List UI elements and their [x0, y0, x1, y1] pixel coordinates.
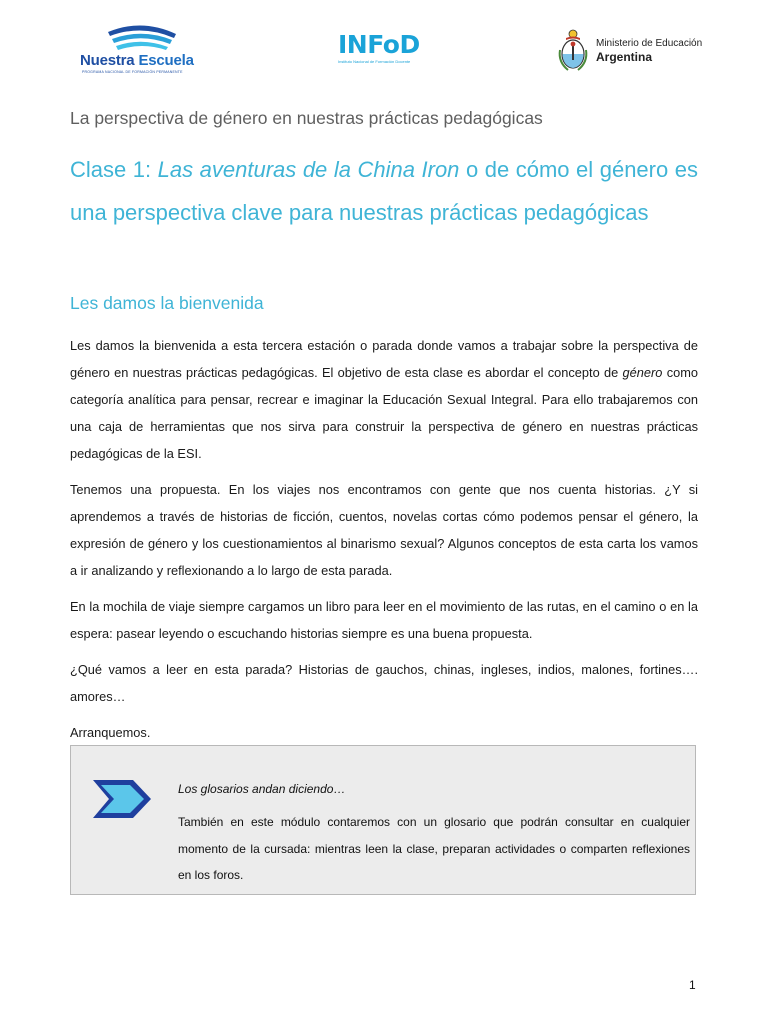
glossary-box — [70, 745, 696, 895]
nuestra-escuela-logo — [80, 22, 210, 78]
ministerio-line1: Ministerio de Educación — [596, 38, 703, 49]
coat-of-arms-icon — [556, 28, 590, 72]
class-title-prefix: Clase 1: — [70, 157, 158, 182]
section-title: Les damos la bienvenida — [70, 293, 264, 313]
class-title-book: Las aventuras de la China Iron — [157, 157, 460, 182]
page-header — [0, 0, 768, 92]
paragraph-3: En la mochila de viaje siempre cargamos un libro para leer en el movimiento de las rutas, en el camino o en la espera: pasear leyendo o escuchando historias siempre es una buena propuesta. — [70, 599, 698, 641]
body-text — [70, 332, 698, 755]
nuestra-escuela-name: Nuestra Escuela — [80, 52, 194, 69]
glossary-text: También en este módulo contaremos con un glosario que podrán consultar en cualquier momento de la cursada: mientras leen la clase, preparan actividades o comparten reflexiones en los foros. — [178, 815, 690, 882]
infod-logo — [338, 31, 438, 71]
infod-name: INFoD — [338, 30, 420, 59]
paragraph-1: Les damos la bienvenida a esta tercera estación o parada donde vamos a trabajar sobre la perspectiva de género en nuestras prácticas pedagógicas. El objetivo de esta clase es abordar el concepto de género como categoría analítica para pensar, recrear e imaginar la Educación Sexual Integral. Para ello trabajaremos con una caja de herramientas que nos sirva para construir la perspectiva de género en nuestras prácticas pedagógicas de la ESI. — [70, 338, 698, 461]
page-number: 1 — [689, 978, 696, 992]
ministerio-logo — [556, 28, 706, 72]
glossary-title: Los glosarios andan diciendo… — [178, 782, 346, 796]
course-title: La perspectiva de género en nuestras prácticas pedagógicas — [70, 108, 543, 128]
paragraph-4: ¿Qué vamos a leer en esta parada? Historias de gauchos, chinas, ingleses, indios, malones, fortines…. amores… — [70, 662, 698, 704]
class-title — [70, 148, 698, 234]
paragraph-5: Arranquemos. — [70, 725, 151, 740]
chevron-arrow-icon — [87, 774, 159, 824]
nuestra-escuela-subtitle: PROGRAMA NACIONAL DE FORMACIÓN PERMANENTE — [82, 70, 183, 74]
class-title-suffix: o de cómo el género es una perspectiva clave para nuestras prácticas pedagógicas — [70, 157, 698, 225]
nuestra-escuela-arcs-icon — [102, 22, 182, 52]
infod-subtitle: Instituto Nacional de Formación Docente — [338, 59, 411, 64]
paragraph-2: Tenemos una propuesta. En los viajes nos encontramos con gente que nos cuenta historias. ¿Y si aprendemos a través de historias de ficción, cuentos, novelas cortas cómo podemos pensar el género, la expresión de género y los cuestionamientos al binarismo sexual? Algunos conceptos de esta carta los vamos a ir analizando y reflexionando a lo largo de esta parada. — [70, 482, 698, 578]
ministerio-line2: Argentina — [596, 50, 653, 64]
emphasis-genero: género — [622, 365, 663, 380]
